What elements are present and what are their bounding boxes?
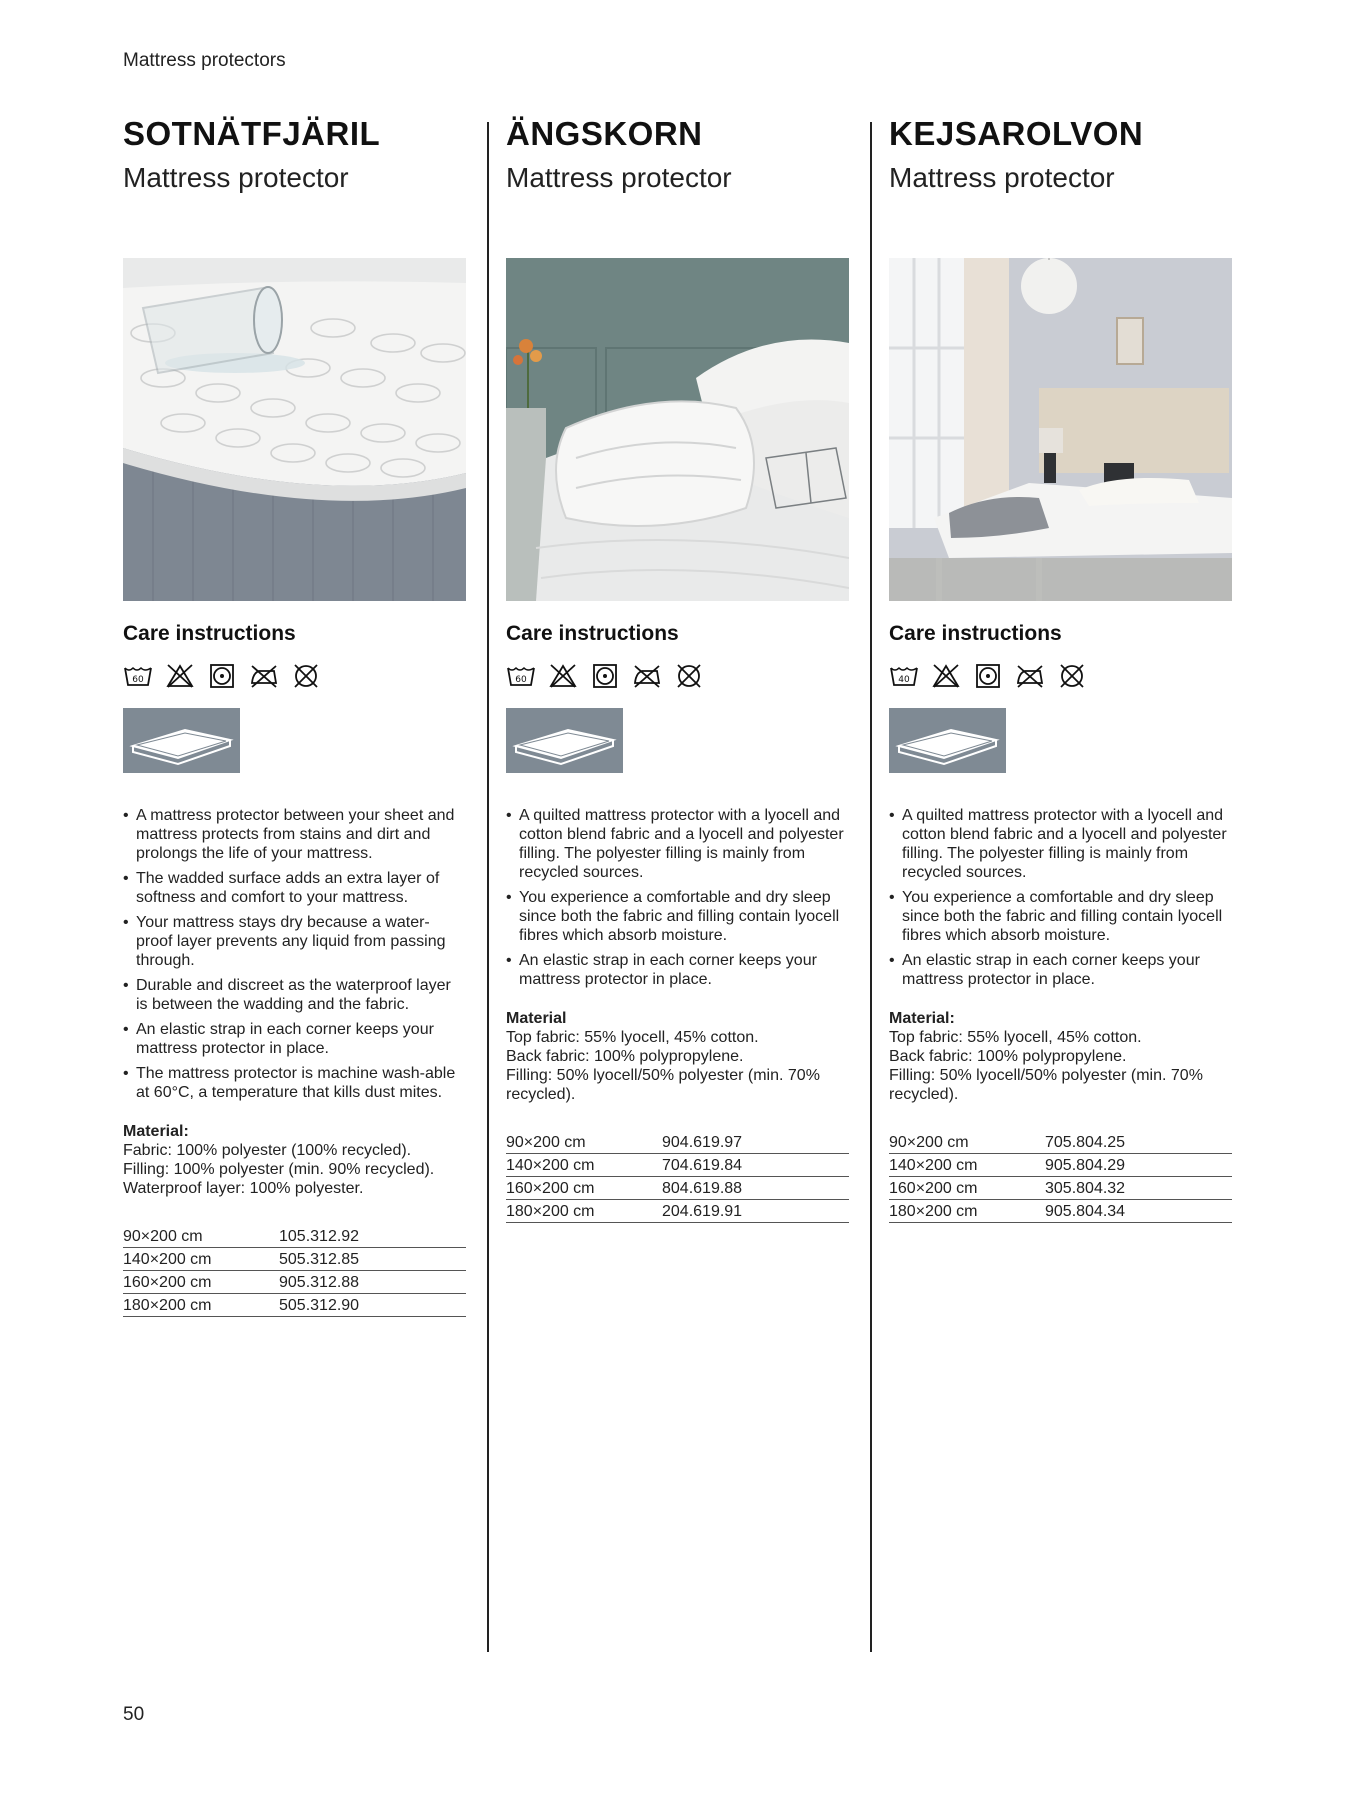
size-cell: 140×200 cm (123, 1248, 279, 1271)
material-label: Material: (889, 1010, 955, 1027)
material-line: Back fabric: 100% polypropylene. (889, 1048, 1127, 1065)
feature-item: • The mattress protector is machine wash-able at 60°C, a temperature that kills dust mites. (123, 1064, 466, 1102)
column-divider (487, 122, 489, 1652)
product-photo (123, 258, 466, 601)
article-number: 505.312.90 (279, 1294, 466, 1317)
product-name: SOTNÄTFJÄRIL (123, 115, 381, 152)
wash-60-icon (123, 663, 153, 689)
material-line: Waterproof layer: 100% polyester. (123, 1180, 364, 1197)
svg-text:60: 60 (132, 675, 144, 685)
feature-list (889, 806, 1232, 989)
tumble-dry-icon (207, 663, 237, 689)
article-number: 105.312.92 (279, 1225, 466, 1248)
glass-on-mattress-illustration (123, 258, 466, 601)
size-cell: 90×200 cm (889, 1131, 1045, 1154)
no-bleach-icon (548, 663, 578, 689)
feature-item: • Durable and discreet as the waterproof layer is between the wadding and the fabric. (123, 976, 466, 1014)
column-divider (870, 122, 872, 1652)
care-instructions-heading: Care instructions (123, 622, 296, 645)
size-cell: 160×200 cm (123, 1271, 279, 1294)
care-icons-row (506, 661, 704, 691)
section-title: Mattress protectors (123, 50, 286, 71)
material-line: Back fabric: 100% polypropylene. (506, 1048, 744, 1065)
material-line: Fabric: 100% polyester (100% recycled). (123, 1142, 412, 1159)
article-number: 804.619.88 (662, 1177, 849, 1200)
material-label: Material (506, 1010, 567, 1027)
no-dry-clean-icon (674, 663, 704, 689)
size-cell: 180×200 cm (123, 1294, 279, 1317)
size-cell: 180×200 cm (506, 1200, 662, 1223)
table-row (123, 1294, 466, 1317)
table-row (506, 1200, 849, 1223)
article-number: 704.619.84 (662, 1154, 849, 1177)
size-cell: 180×200 cm (889, 1200, 1045, 1223)
size-cell: 90×200 cm (123, 1225, 279, 1248)
product-type: Mattress protector (123, 162, 349, 193)
table-row (123, 1248, 466, 1271)
care-instructions-heading: Care instructions (889, 622, 1062, 645)
material-block (889, 1009, 1232, 1104)
size-cell: 140×200 cm (506, 1154, 662, 1177)
feature-item: • The wadded surface adds an extra layer of softness and comfort to your mattress. (123, 869, 466, 907)
product-type: Mattress protector (506, 162, 732, 193)
no-iron-icon (632, 663, 662, 689)
no-bleach-icon (165, 663, 195, 689)
feature-item: • A quilted mattress protector with a lyocell and cotton blend fabric and a lyocell and polyester filling. The polyester filling is mainly from recycled sources. (506, 806, 849, 882)
material-block (506, 1009, 849, 1104)
table-row (889, 1131, 1232, 1154)
product-type: Mattress protector (889, 162, 1115, 193)
product-details (889, 806, 1232, 1223)
feature-item: • Your mattress stays dry because a water-proof layer prevents any liquid from passing through. (123, 913, 466, 970)
material-label: Material: (123, 1123, 189, 1140)
mattress-protector-pictogram (506, 708, 623, 773)
table-row (889, 1154, 1232, 1177)
article-number: 204.619.91 (662, 1200, 849, 1223)
feature-list (123, 806, 466, 1102)
article-number: 705.804.25 (1045, 1131, 1232, 1154)
product-name: ÄNGSKORN (506, 115, 703, 152)
no-dry-clean-icon (1057, 663, 1087, 689)
wash-60-icon (506, 663, 536, 689)
care-icons-row (123, 661, 321, 691)
material-line: Filling: 50% lyocell/50% polyester (min. 70% recycled). (889, 1067, 1203, 1103)
material-line: Top fabric: 55% lyocell, 45% cotton. (506, 1029, 759, 1046)
care-instructions-heading: Care instructions (506, 622, 679, 645)
bedroom-illustration (889, 258, 1232, 601)
size-article-table (889, 1131, 1232, 1223)
material-block (123, 1122, 466, 1198)
material-line: Filling: 100% polyester (min. 90% recycled). (123, 1161, 435, 1178)
material-line: Top fabric: 55% lyocell, 45% cotton. (889, 1029, 1142, 1046)
feature-item: • A quilted mattress protector with a lyocell and cotton blend fabric and a lyocell and polyester filling. The polyester filling is mainly from recycled sources. (889, 806, 1232, 882)
svg-text:40: 40 (898, 675, 910, 685)
product-details (123, 806, 466, 1317)
product-details (506, 806, 849, 1223)
mattress-protector-pictogram (123, 708, 240, 773)
article-number: 905.312.88 (279, 1271, 466, 1294)
material-line: Filling: 50% lyocell/50% polyester (min. 70% recycled). (506, 1067, 820, 1103)
no-iron-icon (249, 663, 279, 689)
product-column-kejsarolvon (889, 112, 1232, 1220)
page-number: 50 (123, 1704, 145, 1725)
feature-item: • You experience a comfortable and dry sleep since both the fabric and filling contain lyocell fibres which absorb moisture. (506, 888, 849, 945)
product-name: KEJSAROLVON (889, 115, 1144, 152)
table-row (889, 1200, 1232, 1223)
table-row (506, 1177, 849, 1200)
feature-item: • A mattress protector between your sheet and mattress protects from stains and dirt and prolongs the life of your mattress. (123, 806, 466, 863)
feature-item: • An elastic strap in each corner keeps your mattress protector in place. (506, 951, 849, 989)
article-number: 305.804.32 (1045, 1177, 1232, 1200)
feature-item: • An elastic strap in each corner keeps your mattress protector in place. (889, 951, 1232, 989)
no-iron-icon (1015, 663, 1045, 689)
feature-list (506, 806, 849, 989)
mattress-protector-pictogram (889, 708, 1006, 773)
wash-40-icon (889, 663, 919, 689)
size-cell: 160×200 cm (889, 1177, 1045, 1200)
size-article-table (506, 1131, 849, 1223)
no-dry-clean-icon (291, 663, 321, 689)
feature-item: • You experience a comfortable and dry sleep since both the fabric and filling contain lyocell fibres which absorb moisture. (889, 888, 1232, 945)
product-column-sotnatfjaril (123, 112, 466, 1314)
care-icons-row (889, 661, 1087, 691)
size-article-table (123, 1225, 466, 1317)
no-bleach-icon (931, 663, 961, 689)
table-row (506, 1131, 849, 1154)
product-column-angskorn (506, 112, 849, 1220)
size-cell: 140×200 cm (889, 1154, 1045, 1177)
product-photo (506, 258, 849, 601)
tumble-dry-icon (590, 663, 620, 689)
tumble-dry-icon (973, 663, 1003, 689)
article-number: 505.312.85 (279, 1248, 466, 1271)
svg-text:60: 60 (515, 675, 527, 685)
table-row (123, 1271, 466, 1294)
article-number: 904.619.97 (662, 1131, 849, 1154)
feature-item: • An elastic strap in each corner keeps your mattress protector in place. (123, 1020, 466, 1058)
folded-protector-illustration (506, 258, 849, 601)
size-cell: 160×200 cm (506, 1177, 662, 1200)
product-photo (889, 258, 1232, 601)
table-row (123, 1225, 466, 1248)
table-row (506, 1154, 849, 1177)
size-cell: 90×200 cm (506, 1131, 662, 1154)
table-row (889, 1177, 1232, 1200)
article-number: 905.804.29 (1045, 1154, 1232, 1177)
article-number: 905.804.34 (1045, 1200, 1232, 1223)
